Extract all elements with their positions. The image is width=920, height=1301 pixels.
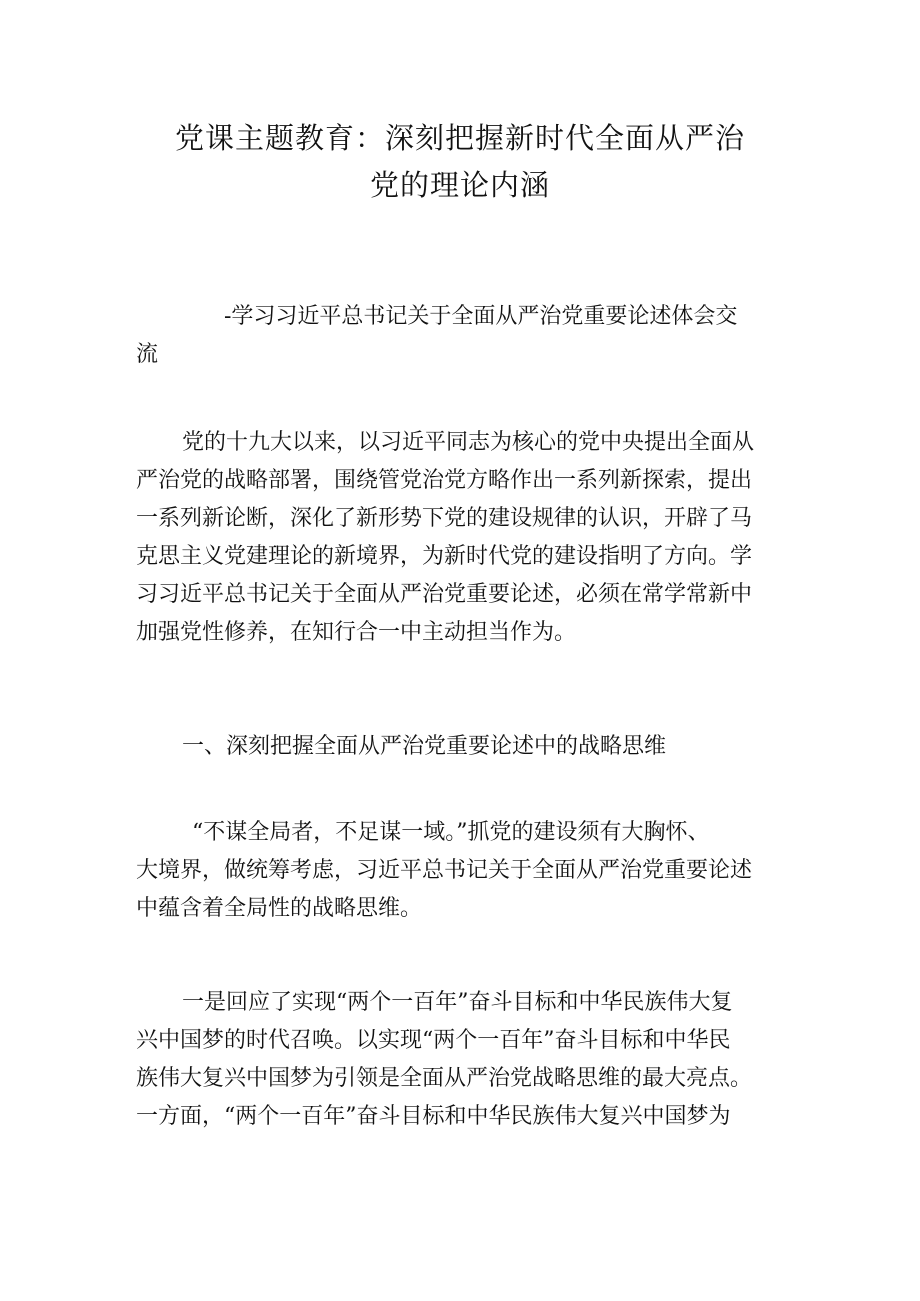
paragraph-intro	[136, 424, 786, 652]
subtitle-line: 流	[136, 342, 159, 367]
paragraph-line: 一是回应了实现“两个一百年”奋斗目标和中华民族伟大复	[182, 990, 733, 1015]
paragraph-line: 一系列新论断，深化了新形势下党的建设规律的认识，开辟了马	[136, 506, 753, 531]
paragraph-line: 中蕴含着全局性的战略思维。	[136, 896, 423, 921]
paragraph-line: 族伟大复兴中国梦为引领是全面从严治党战略思维的最大亮点。	[136, 1066, 753, 1091]
paragraph-line: 加强党性修养，在知行合一中主动担当作为。	[136, 620, 577, 645]
paragraph-line: “不谋全局者，不足谋一域。”抓党的建设须有大胸怀、	[192, 820, 710, 845]
paragraph-line: 兴中国梦的时代召唤。以实现“两个一百年”奋斗目标和中华民	[136, 1028, 731, 1053]
document-title-line-1: 党课主题教育：深刻把握新时代全面从严治	[174, 121, 745, 155]
paragraph-strategy	[136, 814, 786, 928]
paragraph-line: 习习近平总书记关于全面从严治党重要论述，必须在常学常新中	[136, 582, 753, 607]
paragraph-line: 党的十九大以来，以习近平同志为核心的党中央提出全面从	[182, 430, 755, 455]
paragraph-line: 克思主义党建理论的新境界，为新时代党的建设指明了方向。学	[136, 544, 753, 569]
document-title-line-2: 党的理论内涵	[369, 168, 550, 202]
paragraph-line: 一方面，“两个一百年”奋斗目标和中华民族伟大复兴中国梦为	[136, 1104, 731, 1129]
paragraph-line: 严治党的战略部署，围绕管党治党方略作出一系列新探索，提出	[136, 468, 753, 493]
section-heading-1	[136, 728, 786, 766]
subtitle	[136, 298, 786, 374]
paragraph-line: 大境界，做统筹考虑，习近平总书记关于全面从严治党重要论述	[136, 858, 753, 883]
subtitle-line: -学习习近平总书记关于全面从严治党重要论述体会交	[224, 304, 738, 329]
section-heading: 一、深刻把握全面从严治党重要论述中的战略思维	[182, 734, 667, 759]
paragraph-point-one	[136, 984, 786, 1136]
